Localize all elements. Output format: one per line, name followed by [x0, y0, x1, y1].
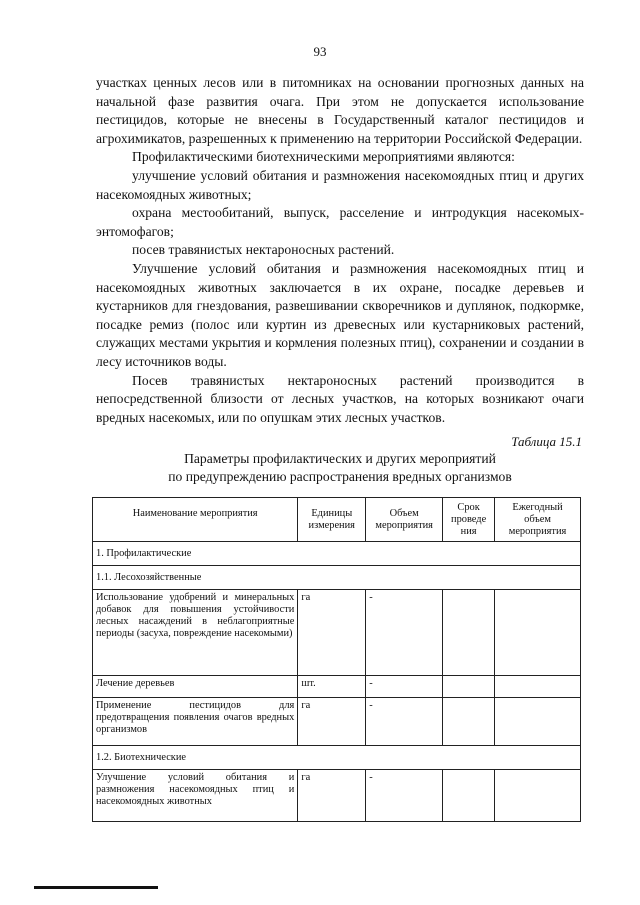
header-term: Срок проведе ния: [443, 498, 495, 542]
text-body: [96, 74, 584, 427]
paragraph-continuation: участках ценных лесов или в питомниках на основании прогнозных данных на начальной фазе развития очага. При этом не допускается использование пестицидов, которые не внесены в Государственный каталог пестицидов и агрохимикатов, разрешенных к применению на территории Российской Федерации.: [96, 75, 584, 146]
activity-annual: [495, 770, 581, 822]
table-caption: Таблица 15.1: [511, 434, 582, 449]
footer-rule: [34, 886, 158, 889]
section-title: 1. Профилактические: [93, 542, 581, 566]
section-row: [93, 542, 581, 566]
page-number: 93: [313, 44, 327, 59]
list-item: охрана местообитаний, выпуск, расселение и интродукция насекомых-энтомофагов;: [96, 205, 584, 239]
section-row: [93, 746, 581, 770]
paragraph: Улучшение условий обитания и размножения насекомоядных птиц и насекомоядных животных заключается в их охране, посадке деревьев и кустарников для гнездования, развешивании скворечников и дуплянок, подкормке, посадке ремиз (полос или куртин из древесных или кустарниковых растений, служащих местами укрытия и кормления полезных птиц), сохранении и создании в лесу источников воды.: [96, 260, 584, 369]
paragraph-intro: Профилактическими биотехническими мероприятиями являются:: [132, 149, 515, 165]
activity-unit: га: [298, 770, 366, 822]
table-title-line: по предупреждению распространения вредных организмов: [168, 469, 512, 484]
activity-annual: [495, 590, 581, 676]
activity-name: Улучшение условий обитания и размножения насекомоядных птиц и насекомоядных животных: [93, 770, 298, 822]
list-item: улучшение условий обитания и размножения насекомоядных птиц и других насекомоядных животных;: [96, 167, 584, 202]
table-row: [93, 676, 581, 698]
table-title-line: Параметры профилактических и других мероприятий: [184, 451, 496, 466]
activity-name: Применение пестицидов для предотвращения появления очагов вредных организмов: [93, 698, 298, 746]
table-row: [93, 698, 581, 746]
section-title: 1.1. Лесохозяйственные: [93, 566, 581, 590]
header-volume: Объем мероприятия: [366, 498, 443, 542]
header-units: Единицы измерения: [298, 498, 366, 542]
header-name: Наименование мероприятия: [93, 498, 298, 542]
activity-term: [443, 698, 495, 746]
table-title: [96, 450, 584, 486]
activity-volume: -: [366, 590, 443, 676]
table-header-row: [93, 498, 581, 542]
parameters-table: [92, 497, 581, 822]
header-annual: Ежегодный объем мероприятия: [495, 498, 581, 542]
section-title: 1.2. Биотехнические: [93, 746, 581, 770]
table-row: [93, 770, 581, 822]
activity-unit: шт.: [298, 676, 366, 698]
activity-volume: -: [366, 770, 443, 822]
activity-annual: [495, 698, 581, 746]
activity-term: [443, 590, 495, 676]
activity-name: Использование удобрений и минеральных добавок для повышения устойчивости лесных насаждений в неблагоприятные периоды (засуха, повреждение насекомыми): [93, 590, 298, 676]
activity-unit: га: [298, 590, 366, 676]
activity-name: Лечение деревьев: [93, 676, 298, 698]
table-row: [93, 590, 581, 676]
list-item: посев травянистых нектароносных растений.: [132, 242, 395, 258]
activity-annual: [495, 676, 581, 698]
activity-unit: га: [298, 698, 366, 746]
section-row: [93, 566, 581, 590]
paragraph: Посев травянистых нектароносных растений производится в непосредственной близости от лесных участков, на которых возникают очаги вредных насекомых, или по опушкам этих лесных участков.: [96, 372, 584, 425]
activity-volume: -: [366, 698, 443, 746]
activity-term: [443, 676, 495, 698]
activity-term: [443, 770, 495, 822]
activity-volume: -: [366, 676, 443, 698]
